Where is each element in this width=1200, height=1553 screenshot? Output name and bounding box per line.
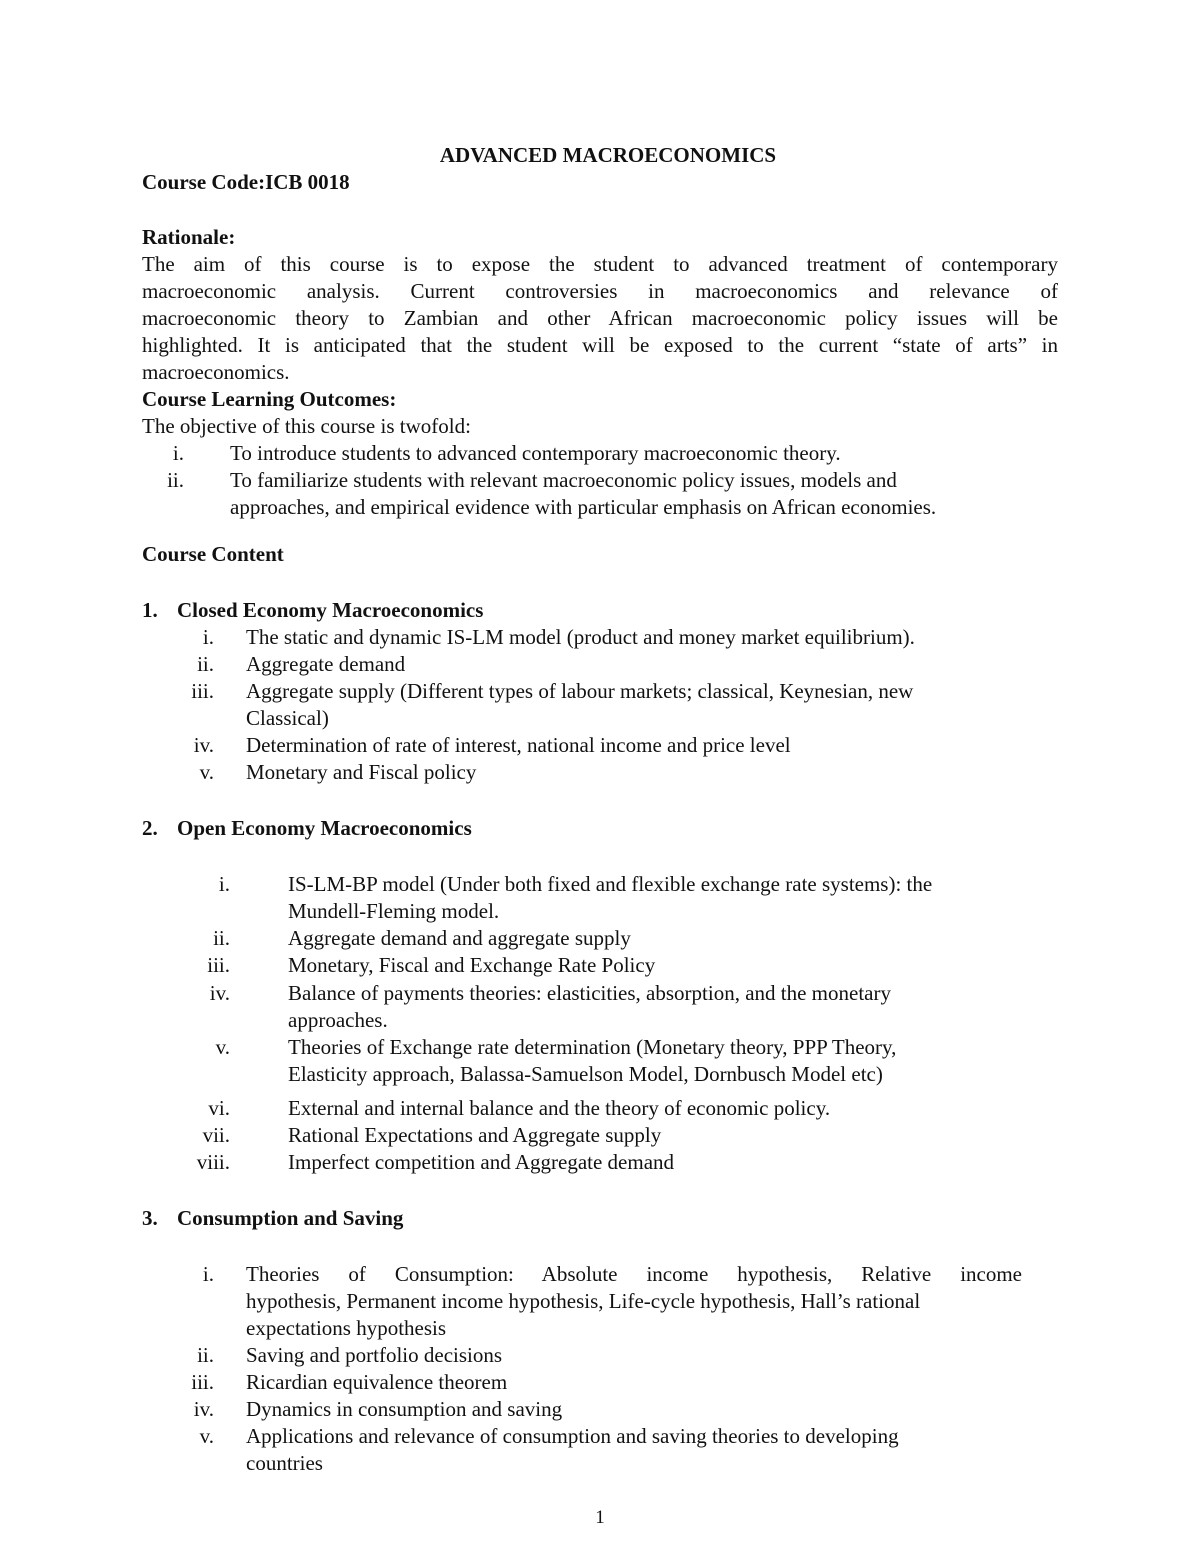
list-number: v.	[215, 1035, 230, 1059]
list-number: vii.	[202, 1123, 230, 1147]
list-item: approaches.	[288, 1008, 388, 1032]
list-item: Applications and relevance of consumption and saving theories to developing	[246, 1424, 899, 1448]
page-number: 1	[595, 1507, 605, 1528]
list-item: Aggregate demand	[246, 652, 406, 676]
rationale-heading: Rationale:	[142, 225, 236, 249]
list-item: Aggregate demand and aggregate supply	[288, 926, 631, 950]
list-item: Imperfect competition and Aggregate demand	[288, 1150, 675, 1174]
list-item: Theories of Exchange rate determination (Monetary theory, PPP Theory,	[288, 1035, 897, 1059]
outcome-item: approaches, and empirical evidence with particular emphasis on African economies.	[230, 495, 937, 519]
list-item: Dynamics in consumption and saving	[246, 1397, 563, 1421]
section-number: 3.	[142, 1206, 158, 1230]
list-item: Monetary and Fiscal policy	[246, 760, 477, 784]
list-number: v.	[199, 760, 214, 784]
document-title: ADVANCED MACROECONOMICS	[439, 143, 777, 167]
course-code: Course Code:ICB 0018	[142, 170, 350, 194]
list-item: Balance of payments theories: elasticities, absorption, and the monetary	[288, 981, 891, 1005]
outcomes-heading: Course Learning Outcomes:	[142, 387, 397, 411]
list-item: hypothesis, Permanent income hypothesis, Life-cycle hypothesis, Hall’s rational	[246, 1289, 921, 1313]
outcome-number: i.	[172, 441, 184, 465]
list-number: iii.	[191, 1370, 214, 1394]
section-number: 1.	[142, 598, 158, 622]
outcome-number: ii.	[167, 468, 184, 492]
list-item: Saving and portfolio decisions	[246, 1343, 503, 1367]
list-item: Rational Expectations and Aggregate supply	[288, 1123, 662, 1147]
list-item: Ricardian equivalence theorem	[246, 1370, 508, 1394]
list-item: Theories of Consumption: Absolute income hypothesis, Relative income	[246, 1262, 1022, 1286]
list-number: i.	[202, 625, 214, 649]
outcome-item: To introduce students to advanced contemporary macroeconomic theory.	[230, 441, 841, 465]
list-number: iii.	[207, 953, 230, 977]
outcome-item: To familiarize students with relevant macroeconomic policy issues, models and	[230, 468, 897, 492]
list-number: viii.	[196, 1150, 230, 1174]
rationale-line: highlighted. It is anticipated that the student will be exposed to the current “state of arts” in	[142, 333, 1058, 357]
list-item: Aggregate supply (Different types of labour markets; classical, Keynesian, new	[246, 679, 914, 703]
section-title: Closed Economy Macroeconomics	[177, 598, 484, 622]
rationale-line: macroeconomics.	[142, 360, 290, 384]
list-number: v.	[199, 1424, 214, 1448]
outcomes-intro: The objective of this course is twofold:	[142, 414, 471, 438]
list-number: ii.	[197, 1343, 214, 1367]
list-number: ii.	[213, 926, 230, 950]
list-item: Elasticity approach, Balassa-Samuelson Model, Dornbusch Model etc)	[288, 1062, 883, 1086]
list-item: expectations hypothesis	[246, 1316, 447, 1340]
content-heading: Course Content	[142, 542, 284, 566]
rationale-line: macroeconomic analysis. Current controversies in macroeconomics and relevance of	[142, 279, 1058, 303]
list-number: ii.	[197, 652, 214, 676]
list-number: i.	[202, 1262, 214, 1286]
list-number: iv.	[193, 733, 214, 757]
list-item: IS-LM-BP model (Under both fixed and flexible exchange rate systems): the	[288, 872, 933, 896]
list-number: i.	[218, 872, 230, 896]
list-number: iv.	[209, 981, 230, 1005]
list-item: Determination of rate of interest, national income and price level	[246, 733, 791, 757]
list-number: vi.	[208, 1096, 230, 1120]
list-item: Monetary, Fiscal and Exchange Rate Policy	[288, 953, 656, 977]
rationale-line: macroeconomic theory to Zambian and other African macroeconomic policy issues will be	[142, 306, 1058, 330]
list-item: The static and dynamic IS-LM model (product and money market equilibrium).	[246, 625, 915, 649]
section-title: Consumption and Saving	[177, 1206, 404, 1230]
section-title: Open Economy Macroeconomics	[177, 816, 472, 840]
rationale-line: The aim of this course is to expose the student to advanced treatment of contemporary	[142, 252, 1058, 276]
list-item: countries	[246, 1451, 323, 1475]
list-item: Mundell-Fleming model.	[288, 899, 500, 923]
list-item: Classical)	[246, 706, 329, 730]
section-number: 2.	[142, 816, 158, 840]
list-item: External and internal balance and the theory of economic policy.	[288, 1096, 831, 1120]
list-number: iv.	[193, 1397, 214, 1421]
list-number: iii.	[191, 679, 214, 703]
